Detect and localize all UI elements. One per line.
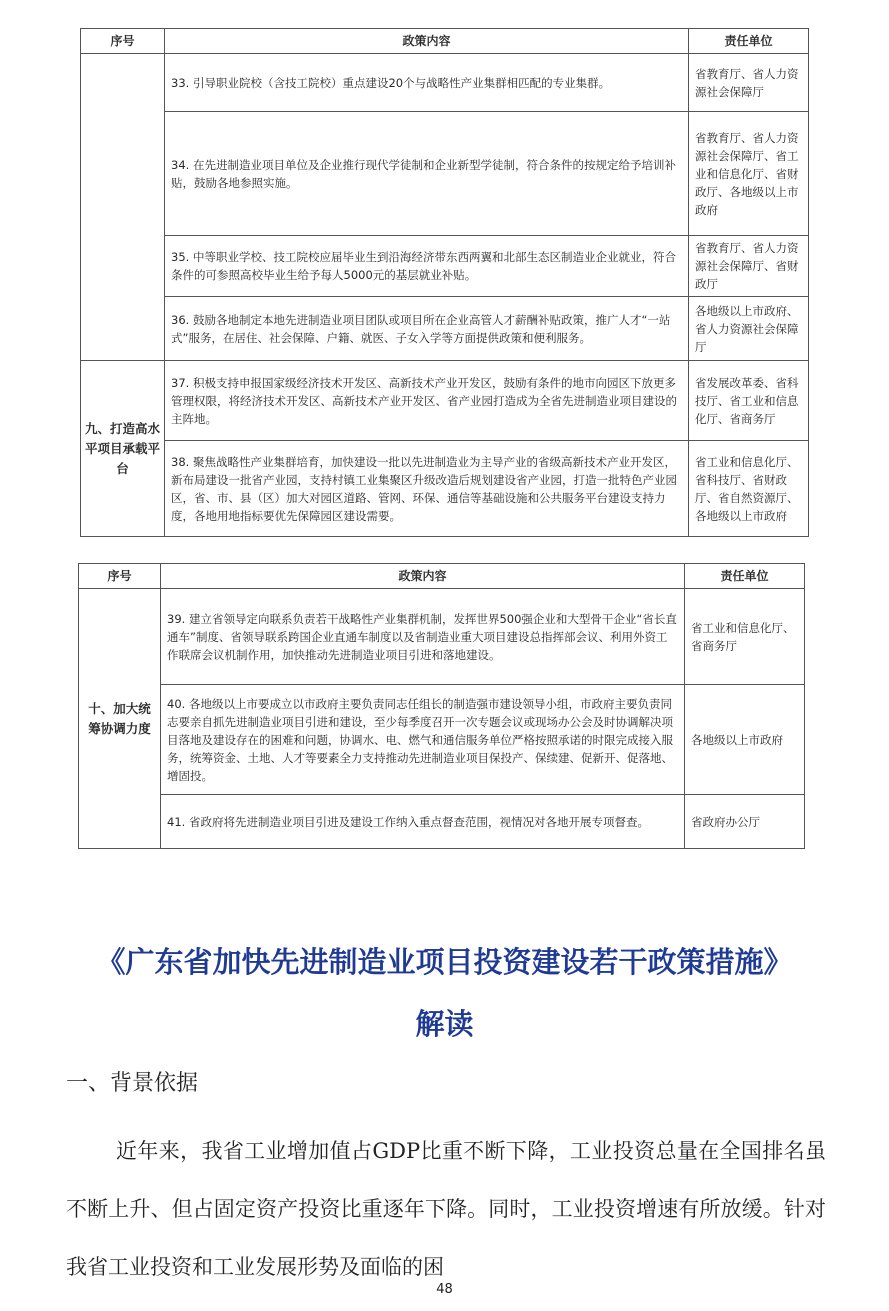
responsible-unit: 省政府办公厅 [685, 795, 805, 849]
header-unit: 责任单位 [689, 29, 809, 54]
table-row [81, 236, 809, 297]
policy-content: 39. 建立省领导定向联系负责若干战略性产业集群机制，发挥世界500强企业和大型骨干企业“省长直通车”制度、省领导联系跨国企业直通车制度以及省制造业重大项目建设总指挥部会议、利用外资工作联席会议机制作用，加快推动先进制造业项目引进和落地建设。 [161, 589, 685, 685]
table-row [81, 441, 809, 537]
table-header-row [81, 29, 809, 54]
section-paragraph: 近年来，我省工业增加值占GDP比重不断下降，工业投资总量在全国排名虽不断上升、但占固定资产投资比重逐年下降。同时，工业投资增速有所放缓。针对我省工业投资和工业发展形势及面临的困 [66, 1139, 826, 1279]
header-no: 序号 [81, 29, 165, 54]
policy-content: 35. 中等职业学校、技工院校应届毕业生到沿海经济带东西两翼和北部生态区制造业企业就业，符合条件的可参照高校毕业生给予每人5000元的基层就业补贴。 [165, 236, 689, 297]
responsible-unit: 省教育厅、省人力资源社会保障厅 [689, 54, 809, 112]
document-title: 《广东省加快先进制造业项目投资建设若干政策措施》 [96, 945, 793, 979]
policy-content: 41. 省政府将先进制造业项目引进及建设工作纳入重点督查范围，视情况对各地开展专项督查。 [161, 795, 685, 849]
header-content: 政策内容 [161, 564, 685, 589]
policy-content: 40. 各地级以上市要成立以市政府主要负责同志任组长的制造强市建设领导小组，市政府主要负责同志要亲自抓先进制造业项目引进和建设，至少每季度召开一次专题会议或现场办公会及时协调解决项目落地及建设存在的困难和问题，协调水、电、燃气和通信服务单位严格按照承诺的时限完成接入服务，统筹资金、土地、人才等要素全力支持推动先进制造业项目保投产、保续建、促新开、促落地、增固投。 [161, 685, 685, 795]
table-row [79, 795, 805, 849]
responsible-unit: 省工业和信息化厅、省商务厅 [685, 589, 805, 685]
responsible-unit: 省工业和信息化厅、省科技厅、省财政厅、省自然资源厅、各地级以上市政府 [689, 441, 809, 537]
header-no: 序号 [79, 564, 161, 589]
header-unit: 责任单位 [685, 564, 805, 589]
policy-content: 37. 积极支持申报国家级经济技术开发区、高新技术产业开发区，鼓励有条件的地市向园区下放更多管理权限，将经济技术开发区、高新技术产业开发区、省产业园打造成为全省先进制造业项目建设的主阵地。 [165, 361, 689, 441]
table-header-row [79, 564, 805, 589]
policy-table-2 [78, 563, 805, 849]
table-row [81, 361, 809, 441]
policy-content: 33. 引导职业院校（含技工院校）重点建设20个与战略性产业集群相匹配的专业集群。 [165, 54, 689, 112]
responsible-unit: 省教育厅、省人力资源社会保障厅、省财政厅 [689, 236, 809, 297]
policy-content: 34. 在先进制造业项目单位及企业推行现代学徒制和企业新型学徒制，符合条件的按规定给予培训补贴，鼓励各地参照实施。 [165, 112, 689, 236]
group-cell-empty [81, 54, 165, 361]
responsible-unit: 省发展改革委、省科技厅、省工业和信息化厅、省商务厅 [689, 361, 809, 441]
table-row [79, 589, 805, 685]
section-heading: 一、背景依据 [66, 1071, 199, 1096]
table-row [79, 685, 805, 795]
group-title: 九、打造高水平项目承载平台 [81, 361, 165, 537]
page-number: 48 [436, 1282, 453, 1297]
table-row [81, 297, 809, 361]
table-row [81, 54, 809, 112]
group-title: 十、加大统筹协调力度 [79, 589, 161, 849]
policy-table-1 [80, 28, 809, 537]
policy-content: 38. 聚焦战略性产业集群培育，加快建设一批以先进制造业为主导产业的省级高新技术产业开发区，新布局建设一批省产业园，支持村镇工业集聚区升级改造后规划建设省产业园，打造一批特色产业园区，省、市、县（区）加大对园区道路、管网、环保、通信等基础设施和公共服务平台建设支持力度，各地用地指标要优先保障园区建设需要。 [165, 441, 689, 537]
responsible-unit: 各地级以上市政府 [685, 685, 805, 795]
table-row [81, 112, 809, 236]
document-title-suffix: 解读 [415, 1007, 474, 1041]
policy-content: 36. 鼓励各地制定本地先进制造业项目团队或项目所在企业高管人才薪酬补贴政策，推广人才“一站式”服务，在居住、社会保障、户籍、就医、子女入学等方面提供政策和便利服务。 [165, 297, 689, 361]
header-content: 政策内容 [165, 29, 689, 54]
responsible-unit: 各地级以上市政府、省人力资源社会保障厅 [689, 297, 809, 361]
responsible-unit: 省教育厅、省人力资源社会保障厅、省工业和信息化厅、省财政厅、各地级以上市政府 [689, 112, 809, 236]
